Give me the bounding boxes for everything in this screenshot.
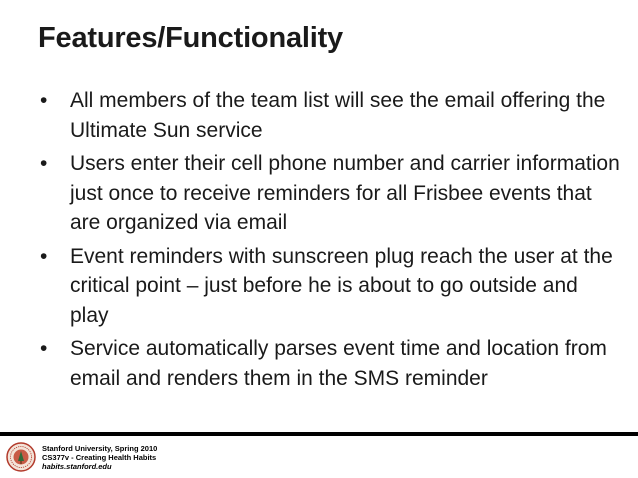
bullet-marker: • [40, 89, 48, 112]
stanford-seal-icon [6, 442, 36, 472]
footer-divider [0, 432, 638, 436]
bullet-text: Users enter their cell phone number and carrier information just once to receive reminders for all Frisbee events that are organized via email [70, 152, 620, 234]
bullet-text: Event reminders with sunscreen plug reach the user at the critical point – just before he is about to go outside and play [70, 244, 613, 327]
bullet-list [40, 86, 620, 397]
bullet-item [40, 242, 620, 331]
bullet-item [40, 86, 620, 145]
bullet-text: Service automatically parses event time and location from email and renders them in the SMS reminder [70, 337, 607, 390]
bullet-item [40, 149, 620, 238]
footer-url: habits.stanford.edu [42, 461, 112, 471]
bullet-marker: • [40, 152, 48, 175]
footer-university: Stanford University, Spring 2010 [42, 443, 158, 453]
slide-title: Features/Functionality [38, 22, 343, 54]
footer-text [42, 444, 157, 471]
bullet-marker: • [40, 337, 48, 360]
bullet-item [40, 334, 620, 393]
footer-course: CS377v - Creating Health Habits [42, 452, 157, 462]
bullet-marker: • [40, 244, 48, 268]
footer [6, 440, 157, 474]
bullet-text: All members of the team list will see the email offering the Ultimate Sun service [70, 89, 606, 142]
